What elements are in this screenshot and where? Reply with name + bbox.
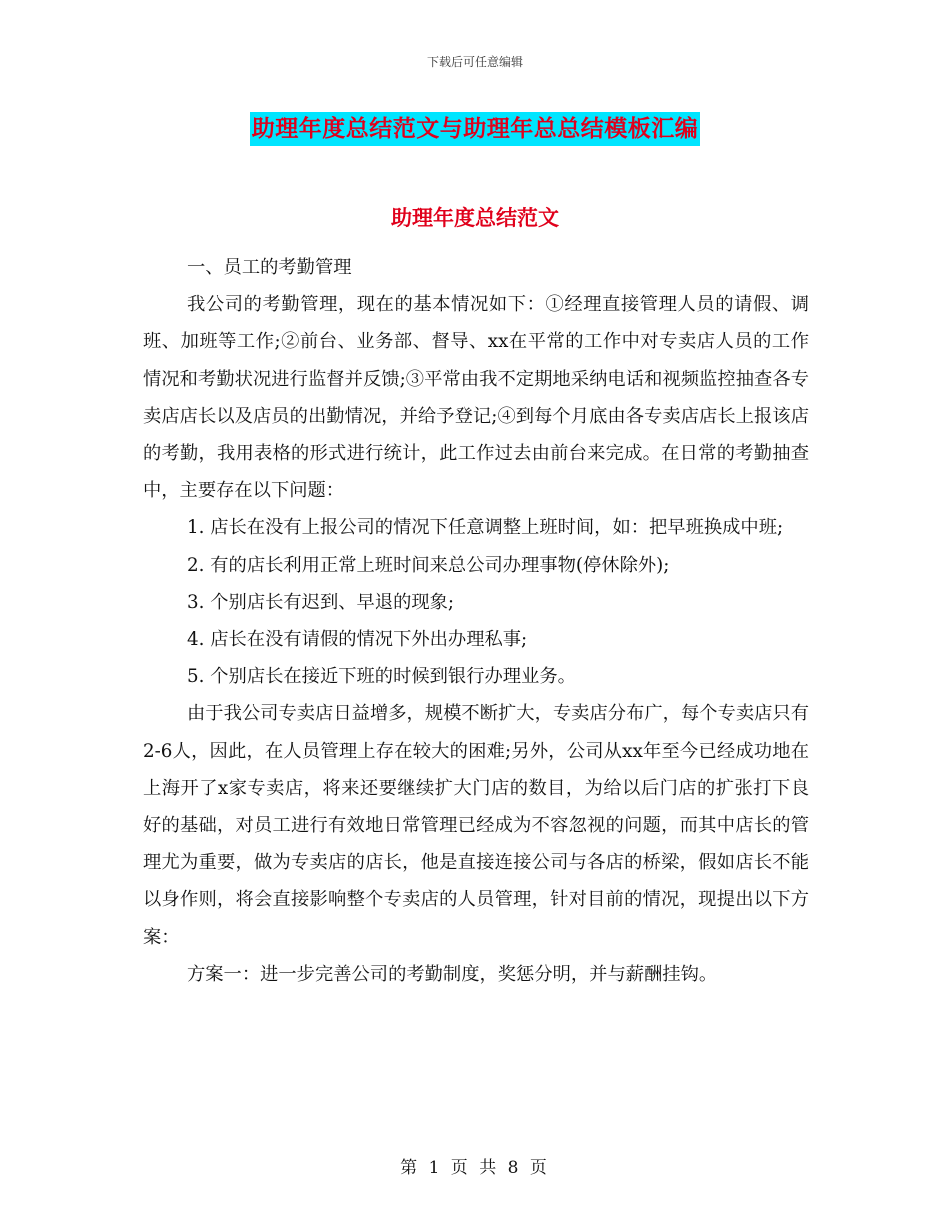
section-title: 助理年度总结范文 xyxy=(391,205,559,230)
document-body xyxy=(143,249,809,993)
document-title xyxy=(0,112,950,146)
paragraph-growth-context: 由于我公司专卖店日益增多，规模不断扩大，专卖店分布广，每个专卖店只有2-6人，因此，在人员管理上存在较大的困难;另外，公司从xx年至今已经成功地在上海开了x家专卖店，将来还要继续扩大门店的数目，为给以后门店的扩张打下良好的基础，对员工进行有效地日常管理已经成为不容忽视的问题，而其中店长的管理尤为重要，做为专卖店的店长，他是直接连接公司与各店的桥梁，假如店长不能以身作则，将会直接影响整个专卖店的人员管理，针对目前的情况，现提出以下方案： xyxy=(143,703,809,948)
list-item-problem-3: 3. 个别店长有迟到、早退的现象; xyxy=(187,591,455,613)
paragraph-plan-one: 方案一：进一步完善公司的考勤制度，奖惩分明，并与薪酬挂钩。 xyxy=(187,963,718,985)
document-title-text: 助理年度总结范文与助理年总总结模板汇编 xyxy=(250,112,701,146)
page-header-note: 下载后可任意编辑 xyxy=(426,55,523,69)
paragraph-attendance-overview: 我公司的考勤管理，现在的基本情况如下：①经理直接管理人员的请假、调班、加班等工作;②前台、业务部、督导、xx在平常的工作中对专卖店人员的工作情况和考勤状况进行监督并反馈;③平常由我不定期地采纳电话和视频监控抽查各专卖店店长以及店员的出勤情况，并给予登记;④到每个月底由各专卖店店长上报该店的考勤，我用表格的形式进行统计，此工作过去由前台来完成。在日常的考勤抽查中，主要存在以下问题： xyxy=(143,294,809,502)
heading-attendance: 一、员工的考勤管理 xyxy=(187,257,352,278)
page-footer-number: 第 1 页 共 8 页 xyxy=(400,1158,550,1178)
list-item-problem-1: 1. 店长在没有上报公司的情况下任意调整上班时间，如：把早班换成中班; xyxy=(187,517,784,539)
list-item-problem-5: 5. 个别店长在接近下班的时候到银行办理业务。 xyxy=(187,666,576,688)
list-item-problem-2: 2. 有的店长利用正常上班时间来总公司办理事物(停休除外); xyxy=(187,554,670,576)
list-item-problem-4: 4. 店长在没有请假的情况下外出办理私事; xyxy=(187,629,528,651)
